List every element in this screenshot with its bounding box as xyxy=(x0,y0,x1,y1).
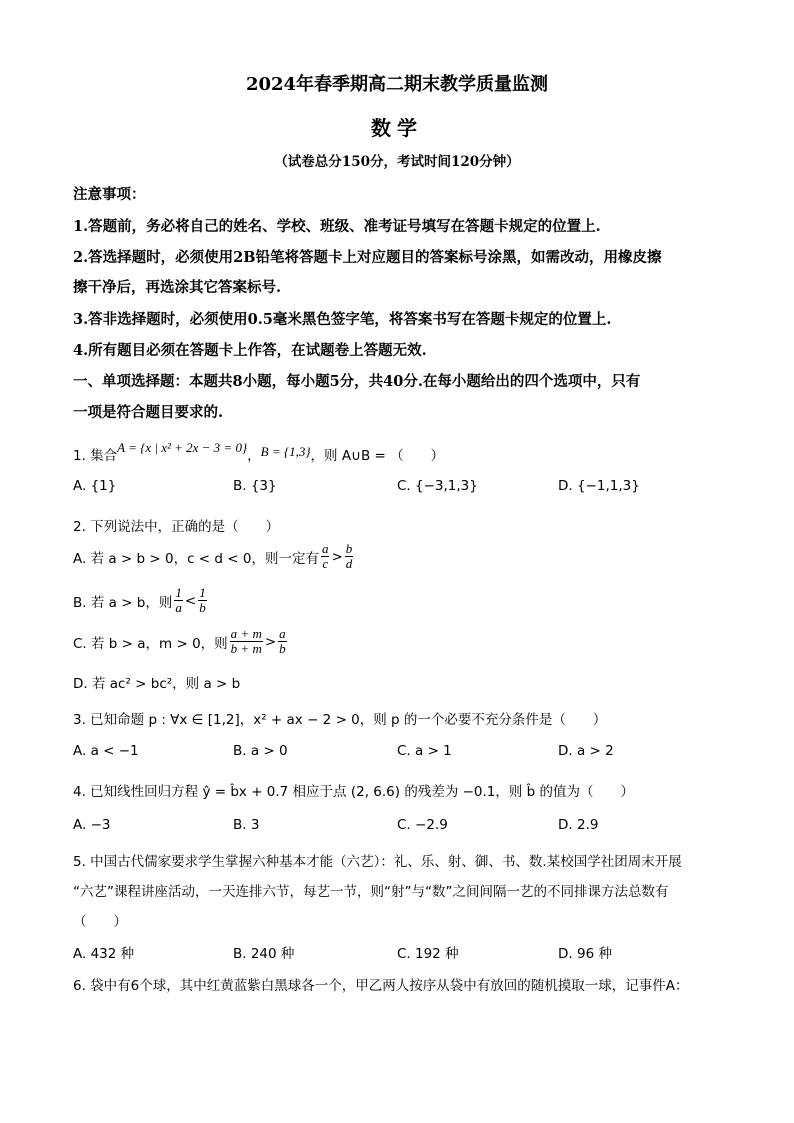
fraction-denominator: c xyxy=(322,556,329,571)
set-a-expression: A = {x | x² + 2x − 3 = 0} xyxy=(117,440,248,455)
q5-option-b: B. 240 种 xyxy=(233,946,295,962)
q2-b-fraction-2 xyxy=(198,586,207,615)
question-4-stem: 4. 已知线性回归方程 ŷ = b̂x + 0.7 相应于点 (2, 6.6) 的残差为 −0.1，则 b̂ 的值为（ ） xyxy=(73,784,635,800)
section-1-heading: 一、单项选择题：本题共8小题，每小题5分，共40分.在每小题给出的四个选项中，只有 xyxy=(73,373,641,390)
q4-option-b: B. 3 xyxy=(233,817,260,833)
question-2-stem: 2. 下列说法中，正确的是（ ） xyxy=(73,519,280,535)
fraction-numerator: a xyxy=(279,626,286,641)
question-5-blank: （ ） xyxy=(73,914,127,930)
q2-option-a-text: A. 若 a > b > 0，c < d < 0，则一定有 xyxy=(73,550,319,567)
q2-option-b-text: B. 若 a > b，则 xyxy=(73,594,173,611)
fraction-numerator: 1 xyxy=(175,585,182,600)
q1-option-b: B. {3} xyxy=(233,478,277,494)
note-item-4: 4.所有题目必须在答题卡上作答，在试题卷上答题无效. xyxy=(73,342,427,359)
fraction-denominator: b + m xyxy=(230,641,262,656)
question-3-stem: 3. 已知命题 p : ∀x ∈ [1,2]，x² + ax − 2 > 0，则 p 的一个必要不充分条件是（ ） xyxy=(73,712,607,728)
question-5-stem: 5. 中国古代儒家要求学生掌握六种基本才能（六艺）：礼、乐、射、御、书、数.某校国学社团周末开展 xyxy=(73,854,682,870)
score-time-info: （试卷总分150分，考试时间120分钟） xyxy=(274,154,520,170)
q3-option-b: B. a > 0 xyxy=(233,743,288,759)
q2-b-relation: < xyxy=(184,592,197,609)
fraction-numerator: b xyxy=(345,541,353,556)
question-6-stem: 6. 袋中有6个球，其中红黄蓝紫白黑球各一个，甲乙两人按序从袋中有放回的随机摸取一球，记事件A： xyxy=(73,978,689,994)
q4-option-a: A. −3 xyxy=(73,817,111,833)
q5-option-c: C. 192 种 xyxy=(397,946,459,962)
q2-a-relation: > xyxy=(331,548,343,565)
q2-a-fraction-2 xyxy=(345,542,354,571)
notes-heading: 注意事项： xyxy=(73,186,146,203)
question-1-stem xyxy=(73,440,445,464)
q4-option-d: D. 2.9 xyxy=(558,817,599,833)
q2-c-fraction-1 xyxy=(230,627,263,656)
note-item-1: 1.答题前，务必将自己的姓名、学校、班级、准考证号填写在答题卡规定的位置上. xyxy=(73,218,601,235)
question-1-sep: ， xyxy=(247,448,261,464)
q5-option-a: A. 432 种 xyxy=(73,946,135,962)
q2-option-a xyxy=(73,542,355,571)
q3-option-d: D. a > 2 xyxy=(558,743,614,759)
fraction-numerator: a xyxy=(321,541,329,556)
fraction-denominator: d xyxy=(345,556,353,571)
fraction-numerator: a + m xyxy=(230,626,262,641)
q2-b-fraction-1 xyxy=(174,586,183,615)
q2-a-fraction-1 xyxy=(321,542,330,571)
question-1-ask: ，则 A∪B = （ ） xyxy=(310,448,445,464)
q2-c-fraction-2 xyxy=(278,627,287,656)
fraction-denominator: b xyxy=(279,641,286,656)
fraction-denominator: b xyxy=(199,600,206,615)
section-1-heading-cont: 一项是符合题目要求的. xyxy=(73,404,224,421)
q3-option-a: A. a < −1 xyxy=(73,743,139,759)
q1-option-a: A. {1} xyxy=(73,478,117,494)
q1-option-d: D. {−1,1,3} xyxy=(558,478,640,494)
exam-title: 2024年春季期高二期末教学质量监测 xyxy=(245,74,549,95)
q2-option-c xyxy=(73,627,289,656)
question-5-stem-cont: “六艺”课程讲座活动，一天连排六节，每艺一节，则“射”与“数”之间间隔一艺的不同排课方法总数有 xyxy=(73,884,669,900)
q2-c-relation: > xyxy=(264,633,277,650)
q5-option-d: D. 96 种 xyxy=(558,946,612,962)
fraction-numerator: 1 xyxy=(199,585,206,600)
question-1-prefix: 1. 集合 xyxy=(73,448,118,464)
q2-option-d: D. 若 ac² > bc²，则 a > b xyxy=(73,676,241,692)
subject-heading: 数学 xyxy=(371,116,423,140)
q2-option-b xyxy=(73,586,209,615)
q4-option-c: C. −2.9 xyxy=(397,817,448,833)
set-b-expression: B = {1,3} xyxy=(260,444,311,459)
note-item-3: 3.答非选择题时，必须使用0.5毫米黑色签字笔，将答案书写在答题卡规定的位置上. xyxy=(73,311,612,328)
q1-option-c: C. {−3,1,3} xyxy=(397,478,478,494)
q3-option-c: C. a > 1 xyxy=(397,743,452,759)
fraction-denominator: a xyxy=(175,600,182,615)
q2-option-c-text: C. 若 b > a，m > 0，则 xyxy=(73,635,228,652)
note-item-2: 2.答选择题时，必须使用2B铅笔将答题卡上对应题目的答案标号涂黑，如需改动，用橡皮擦 xyxy=(73,249,662,266)
note-item-2-cont: 擦干净后，再选涂其它答案标号. xyxy=(73,279,282,296)
